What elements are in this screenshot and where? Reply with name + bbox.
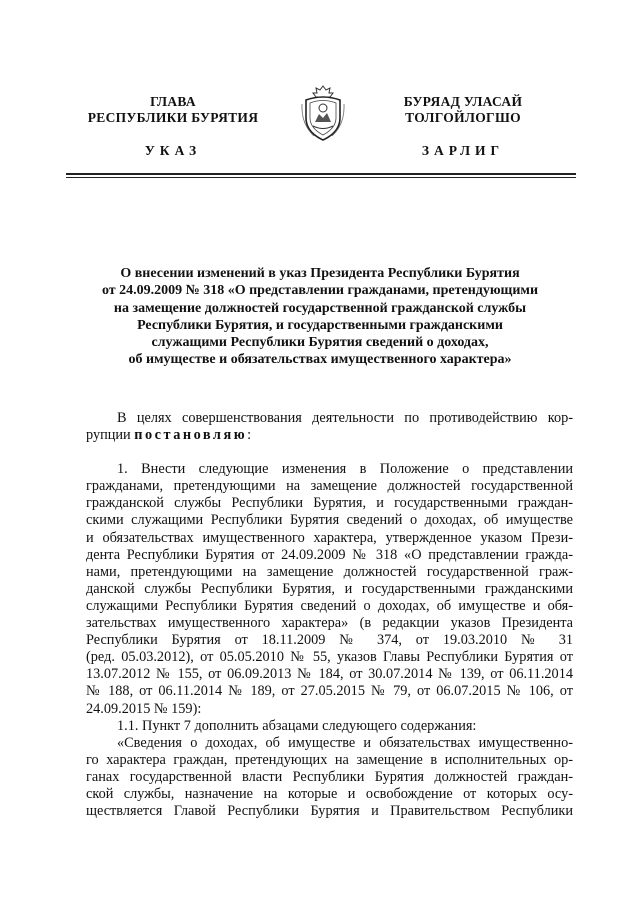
decree-label-left: УКАЗ — [144, 143, 202, 158]
header-left-line1: ГЛАВА — [150, 94, 196, 109]
paragraph-line: ганах государственной власти Республики Бурятия должностей граждан- — [86, 768, 573, 785]
preamble-colon: : — [247, 427, 252, 444]
document-body — [86, 410, 573, 820]
paragraph-line: гражданами, претендующими на замещение должностей государственной — [86, 478, 573, 495]
paragraph-line: (ред. 05.03.2012), от 05.05.2010 № 55, указов Главы Республики Бурятия от — [86, 649, 573, 666]
paragraph-line: 13.07.2012 № 155, от 06.09.2013 № 184, от 30.07.2014 № 139, от 06.11.2014 — [86, 666, 573, 683]
title-line: служащими Республики Бурятия сведений о доходах, — [151, 335, 489, 351]
paragraph-line: и обязательствах имущественного характера, утвержденное указом Прези- — [86, 529, 573, 546]
paragraph-line: скими служащими Республики Бурятия сведений о доходах, об имуществе — [86, 512, 573, 529]
paragraph-line: ществляется Главой Республики Бурятия и Правительством Республики — [86, 803, 573, 820]
title-line: Республики Бурятия, и государственными гражданскими — [137, 317, 503, 333]
coat-of-arms-icon — [300, 84, 346, 142]
decree-word: постановляю — [134, 427, 248, 444]
paragraph-line: данской службы Республики Бурятия, и государственными гражданскими — [86, 580, 573, 597]
title-line: на замещение должностей государственной гражданской службы — [113, 300, 527, 316]
paragraph-line: гражданской службы Республики Бурятия, и государственными граждан- — [86, 495, 573, 512]
decree-label-right: ЗАРЛИГ — [421, 143, 505, 158]
title-line: от 24.09.2009 № 318 «О представлении гражданами, претендующими — [101, 283, 539, 299]
title-line: об имуществе и обязательствах имущественного характера» — [128, 352, 512, 368]
paragraph-line: Республики Бурятия от 18.11.2009 № 374, от 19.03.2010 № 31 — [86, 632, 573, 649]
paragraph-line: дента Республики Бурятия от 24.09.2009 № 318 «О представлении гражда- — [86, 546, 573, 563]
paragraph-line: № 188, от 06.11.2014 № 189, от 27.05.2015 № 79, от 06.07.2015 № 106, от — [86, 683, 573, 700]
paragraph-line: зательствах имущественного характера» (в редакции указов Президента — [86, 615, 573, 632]
preamble-line — [86, 427, 573, 444]
header-left-line2: РЕСПУБЛИКИ БУРЯТИЯ — [87, 110, 259, 125]
paragraph-line: го характера граждан, претендующих на замещение в исполнительных ор- — [86, 751, 573, 768]
paragraph-line: нами, претендующими на замещение должностей государственной граж- — [86, 563, 573, 580]
paragraph-line: ской службы, назначение на которые и освобождение от которых осу- — [86, 785, 573, 802]
header-right-line2: ТОЛГОЙЛОГШО — [405, 110, 521, 125]
header-divider-thin — [66, 177, 576, 178]
header-left — [78, 94, 268, 126]
paragraph-line: 1. Внести следующие изменения в Положение о представлении — [117, 461, 573, 478]
header-divider-thick — [66, 173, 576, 175]
document-title — [70, 265, 570, 369]
header-right-line1: БУРЯАД УЛАСАЙ — [403, 94, 523, 109]
preamble-line: В целях совершенствования деятельности по противодействию кор- — [117, 410, 573, 426]
header-right — [378, 94, 548, 126]
preamble-text: рупции — [86, 427, 135, 444]
paragraph-line: служащими Республики Бурятия сведений о доходах, об имуществе и обя- — [86, 597, 573, 614]
paragraph-line: 24.09.2015 № 159): — [86, 700, 202, 717]
paragraph-line: 1.1. Пункт 7 дополнить абзацами следующего содержания: — [117, 717, 477, 734]
title-line: О внесении изменений в указ Президента Республики Бурятия — [120, 266, 520, 281]
paragraph-line: «Сведения о доходах, об имуществе и обязательствах имущественно- — [117, 734, 573, 751]
